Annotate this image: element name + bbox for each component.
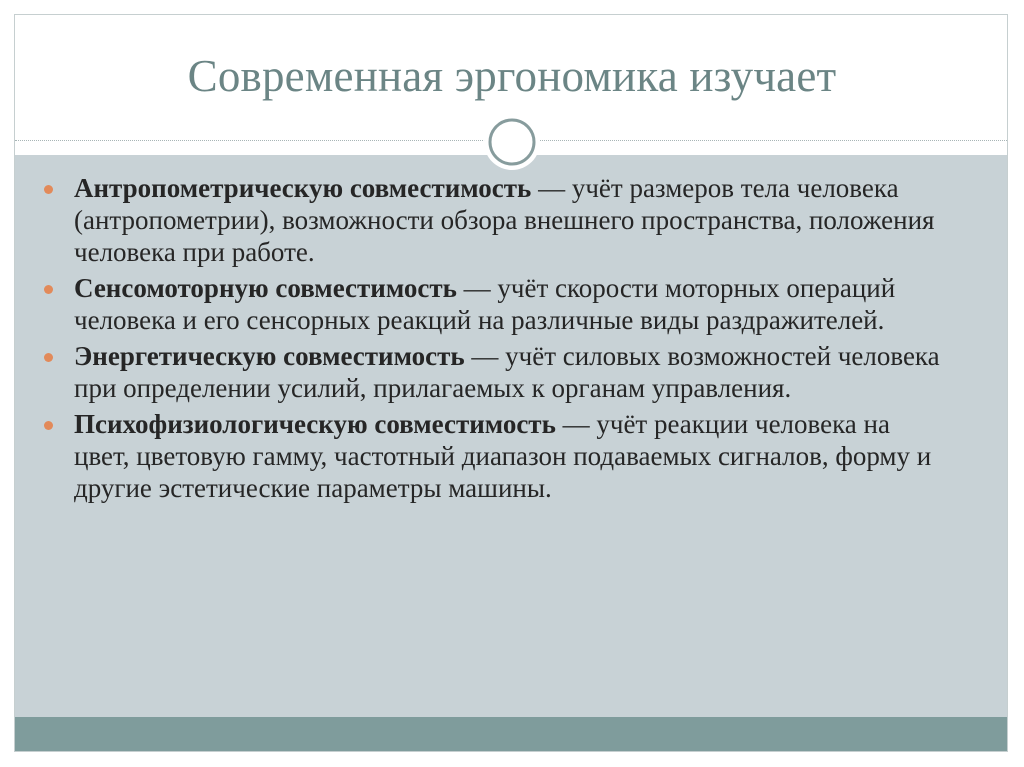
- slide-title: Современная эргономика изучает: [187, 51, 837, 101]
- bullet-dot-icon: [44, 185, 53, 194]
- bullet-item-sensorimotor: [44, 272, 944, 336]
- bullet-item-anthropometric: [44, 172, 944, 268]
- bullet-list: [44, 172, 944, 508]
- bullet-dot-icon: [44, 421, 53, 430]
- bullet-item-psychophysiological: [44, 408, 944, 504]
- bullet-term: Сенсомоторную совместимость: [74, 273, 457, 303]
- bullet-description: — учёт силовых возможностей человека при определении усилий, прилагаемых к органам управления.: [74, 341, 940, 403]
- bullet-term: Психофизиологическую совместимость: [74, 409, 556, 439]
- bullet-dot-icon: [44, 285, 53, 294]
- bullet-item-energetic: [44, 340, 944, 404]
- bullet-term: Антропометрическую совместимость: [74, 173, 532, 203]
- bullet-description: — учёт реакции человека на цвет, цветовую гамму, частотный диапазон подаваемых сигналов, форму и другие эстетические параметры машины.: [74, 409, 932, 503]
- bottom-band: [15, 717, 1007, 751]
- bullet-description: — учёт скорости моторных операций человека и его сенсорных реакций на различные виды раздражителей.: [74, 273, 896, 335]
- bullet-description: — учёт размеров тела человека (антропометрии), возможности обзора внешнего пространства, положения человека при работе.: [74, 173, 935, 267]
- bullet-dot-icon: [44, 353, 53, 362]
- bullet-term: Энергетическую совместимость: [74, 341, 465, 371]
- circle-ornament-icon: [482, 112, 542, 172]
